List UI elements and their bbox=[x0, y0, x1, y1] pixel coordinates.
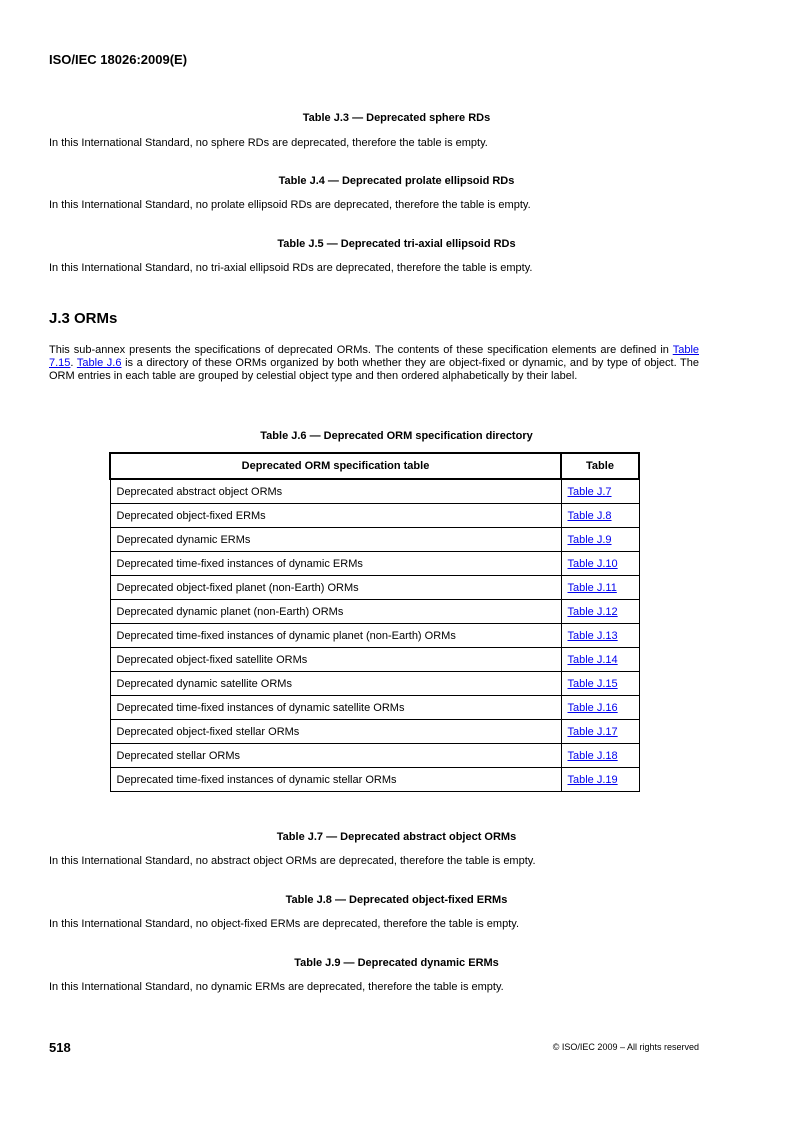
table-row bbox=[110, 672, 639, 696]
row-table-cell bbox=[561, 720, 639, 744]
table-row bbox=[110, 479, 639, 504]
row-table-cell bbox=[561, 744, 639, 768]
row-table-link[interactable]: Table J.13 bbox=[567, 629, 618, 642]
table-row bbox=[110, 504, 639, 528]
row-table-link[interactable]: Table J.16 bbox=[567, 701, 618, 714]
table-caption-j7: Table J.7 — Deprecated abstract object ORMs bbox=[276, 831, 517, 843]
table-row bbox=[110, 624, 639, 648]
orm-directory-table bbox=[109, 452, 640, 792]
row-table-cell bbox=[561, 624, 639, 648]
row-table-cell bbox=[561, 504, 639, 528]
row-table-cell bbox=[561, 696, 639, 720]
row-table-link[interactable]: Table J.15 bbox=[567, 677, 618, 690]
table-row bbox=[110, 768, 639, 792]
row-spec-name: Deprecated object-fixed stellar ORMs bbox=[110, 720, 561, 744]
row-table-cell bbox=[561, 576, 639, 600]
paragraph-j3: In this International Standard, no sphere RDs are deprecated, therefore the table is empty. bbox=[49, 137, 488, 149]
page-number: 518 bbox=[49, 1040, 71, 1055]
row-spec-name: Deprecated dynamic ERMs bbox=[110, 528, 561, 552]
section-intro bbox=[49, 344, 699, 383]
row-spec-name: Deprecated time-fixed instances of dynamic planet (non-Earth) ORMs bbox=[110, 624, 561, 648]
link-table-j6[interactable]: Table J.6 bbox=[76, 357, 122, 369]
row-spec-name: Deprecated stellar ORMs bbox=[110, 744, 561, 768]
paragraph-j5: In this International Standard, no tri-axial ellipsoid RDs are deprecated, therefore the table is empty. bbox=[49, 262, 533, 274]
paragraph-j9: In this International Standard, no dynamic ERMs are deprecated, therefore the table is empty. bbox=[49, 981, 504, 993]
row-table-link[interactable]: Table J.9 bbox=[567, 533, 612, 546]
row-table-link[interactable]: Table J.19 bbox=[567, 773, 618, 786]
row-table-link[interactable]: Table J.12 bbox=[567, 605, 618, 618]
row-table-link[interactable]: Table J.7 bbox=[567, 485, 612, 498]
document-header: ISO/IEC 18026:2009(E) bbox=[49, 52, 188, 67]
section-heading: J.3 ORMs bbox=[49, 310, 118, 327]
column-header-spec: Deprecated ORM specification table bbox=[110, 453, 561, 479]
row-table-link[interactable]: Table J.18 bbox=[567, 749, 618, 762]
row-table-cell bbox=[561, 648, 639, 672]
paragraph-j8: In this International Standard, no object-fixed ERMs are deprecated, therefore the table is empty. bbox=[49, 918, 520, 930]
table-row bbox=[110, 648, 639, 672]
row-table-link[interactable]: Table J.10 bbox=[567, 557, 618, 570]
row-table-cell bbox=[561, 768, 639, 792]
paragraph-j7: In this International Standard, no abstract object ORMs are deprecated, therefore the table is empty. bbox=[49, 855, 536, 867]
link-table-7-15[interactable]: Table 7.15 bbox=[49, 344, 699, 369]
row-spec-name: Deprecated object-fixed planet (non-Earth) ORMs bbox=[110, 576, 561, 600]
table-row bbox=[110, 552, 639, 576]
row-table-link[interactable]: Table J.14 bbox=[567, 653, 618, 666]
row-spec-name: Deprecated dynamic satellite ORMs bbox=[110, 672, 561, 696]
row-table-cell bbox=[561, 479, 639, 504]
paragraph-j4: In this International Standard, no prolate ellipsoid RDs are deprecated, therefore the table is empty. bbox=[49, 199, 531, 211]
row-table-cell bbox=[561, 600, 639, 624]
column-header-table: Table bbox=[561, 453, 639, 479]
intro-text-1: This sub-annex presents the specifications of deprecated ORMs. The contents of these specification elements are defined in bbox=[49, 344, 673, 356]
table-row bbox=[110, 720, 639, 744]
row-table-link[interactable]: Table J.8 bbox=[567, 509, 612, 522]
row-spec-name: Deprecated dynamic planet (non-Earth) ORMs bbox=[110, 600, 561, 624]
table-row bbox=[110, 600, 639, 624]
table-caption-j4: Table J.4 — Deprecated prolate ellipsoid RDs bbox=[278, 175, 515, 187]
table-row bbox=[110, 528, 639, 552]
table-header-row bbox=[110, 453, 639, 479]
copyright-notice: © ISO/IEC 2009 – All rights reserved bbox=[552, 1042, 699, 1052]
row-table-link[interactable]: Table J.17 bbox=[567, 725, 618, 738]
row-spec-name: Deprecated time-fixed instances of dynamic satellite ORMs bbox=[110, 696, 561, 720]
table-caption-j3: Table J.3 — Deprecated sphere RDs bbox=[302, 112, 491, 124]
table-row bbox=[110, 576, 639, 600]
table-caption-j9: Table J.9 — Deprecated dynamic ERMs bbox=[294, 957, 499, 969]
row-table-cell bbox=[561, 552, 639, 576]
row-spec-name: Deprecated object-fixed satellite ORMs bbox=[110, 648, 561, 672]
table-caption-j5: Table J.5 — Deprecated tri-axial ellipsoid RDs bbox=[277, 238, 516, 250]
intro-text-2: . bbox=[70, 357, 77, 369]
table-row bbox=[110, 696, 639, 720]
row-spec-name: Deprecated abstract object ORMs bbox=[110, 479, 561, 504]
row-spec-name: Deprecated object-fixed ERMs bbox=[110, 504, 561, 528]
row-table-cell bbox=[561, 528, 639, 552]
table-row bbox=[110, 744, 639, 768]
row-spec-name: Deprecated time-fixed instances of dynamic ERMs bbox=[110, 552, 561, 576]
table-caption-j8: Table J.8 — Deprecated object-fixed ERMs bbox=[285, 894, 508, 906]
row-table-cell bbox=[561, 672, 639, 696]
row-table-link[interactable]: Table J.11 bbox=[567, 581, 617, 594]
intro-text-3: is a directory of these ORMs organized by both whether they are object-fixed or dynamic, and by type of object. The ORM entries in each table are grouped by celestial object type and then ordered alphabetically by their label. bbox=[49, 357, 699, 382]
row-spec-name: Deprecated time-fixed instances of dynamic stellar ORMs bbox=[110, 768, 561, 792]
table-caption-j6: Table J.6 — Deprecated ORM specification directory bbox=[260, 430, 533, 442]
